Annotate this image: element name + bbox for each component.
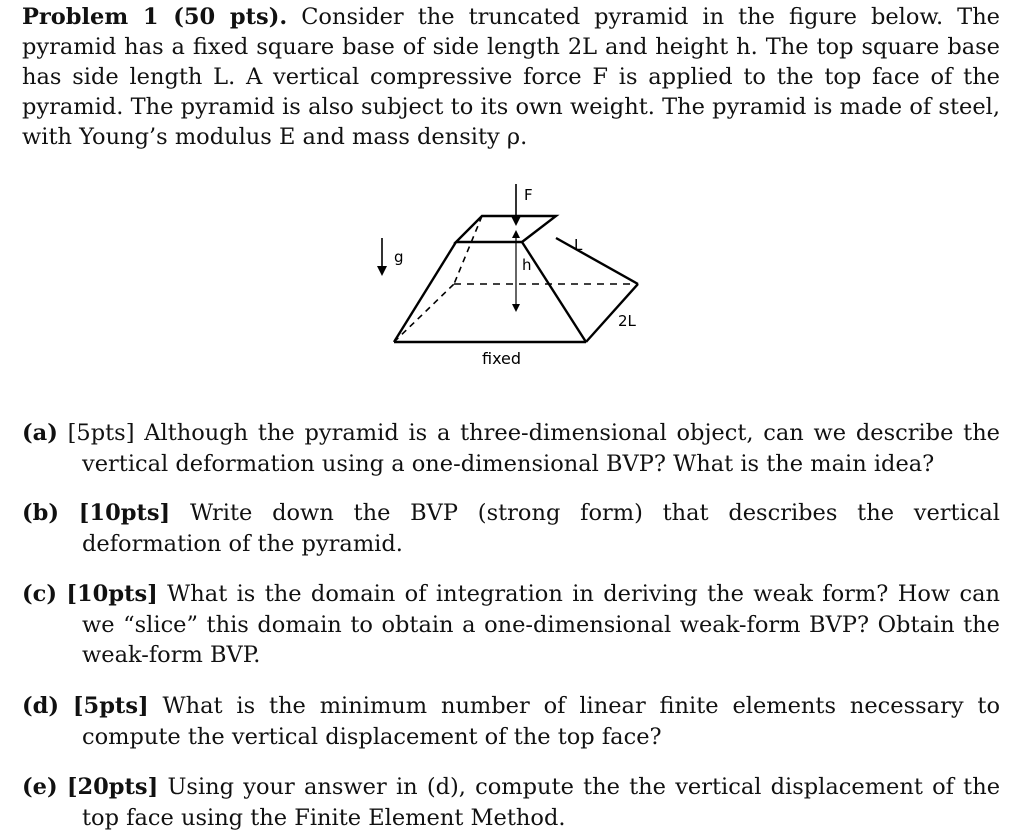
top-to-base-front-right-edge	[522, 242, 586, 342]
part-b-text: Write down the BVP (strong form) that describes the vertical deformation of the pyramid.	[82, 500, 1000, 557]
fixed-base-label: fixed	[482, 349, 522, 368]
part-b	[22, 498, 1000, 559]
part-b-points: [10pts]	[78, 500, 171, 526]
base-side-label: 2L	[618, 312, 636, 330]
part-d-points: [5pts]	[72, 693, 149, 719]
part-e	[22, 772, 1000, 833]
part-c-points: [10pts]	[66, 581, 158, 607]
truncated-pyramid-figure	[370, 180, 660, 380]
problem-heading: Problem 1 (50 pts).	[22, 4, 288, 30]
top-to-base-back-right-edge	[556, 238, 638, 284]
part-e-label: (e)	[22, 774, 58, 800]
part-c-text: What is the domain of integration in deriving the weak form? How can we “slice” this domain to obtain a one-dimensional weak-form BVP? Obtain the weak-form BVP.	[82, 581, 1000, 668]
problem-statement	[22, 2, 1000, 152]
force-arrowhead	[511, 216, 521, 226]
problem-intro: Consider the truncated pyramid in the figure below. The pyramid has a fixed square base of side length 2L and height h. The top square base has side length L. A vertical compressive force F is applied to the top face of the pyramid. The pyramid is also subject to its own weight. The pyramid is made of steel, with Young’s modulus E and mass density ρ.	[22, 4, 1000, 150]
part-b-label: (b)	[22, 500, 60, 526]
part-e-points: [20pts]	[66, 774, 159, 800]
height-arrow-bottom	[512, 304, 520, 312]
part-a-points: [5pts]	[67, 420, 135, 446]
part-c	[22, 579, 1000, 671]
part-d-label: (d)	[22, 693, 60, 719]
gravity-label: g	[394, 248, 404, 266]
top-face	[456, 216, 556, 242]
part-e-text: Using your answer in (d), compute the the vertical displacement of the top face using the Finite Element Method.	[82, 774, 1001, 831]
hidden-back-left-edge	[454, 216, 482, 284]
part-a-label: (a)	[22, 420, 58, 446]
gravity-arrowhead	[377, 266, 387, 276]
part-c-label: (c)	[22, 581, 57, 607]
part-d	[22, 691, 1000, 752]
part-a-text: Although the pyramid is a three-dimensional object, can we describe the vertical deformation using a one-dimensional BVP? What is the main idea?	[82, 420, 1000, 477]
height-arrow-top	[512, 230, 520, 238]
part-a	[22, 418, 1000, 479]
height-label: h	[522, 256, 532, 274]
force-label: F	[524, 186, 533, 204]
part-d-text: What is the minimum number of linear finite elements necessary to compute the vertical displacement of the top face?	[82, 693, 1000, 750]
top-side-label: L	[574, 236, 583, 254]
